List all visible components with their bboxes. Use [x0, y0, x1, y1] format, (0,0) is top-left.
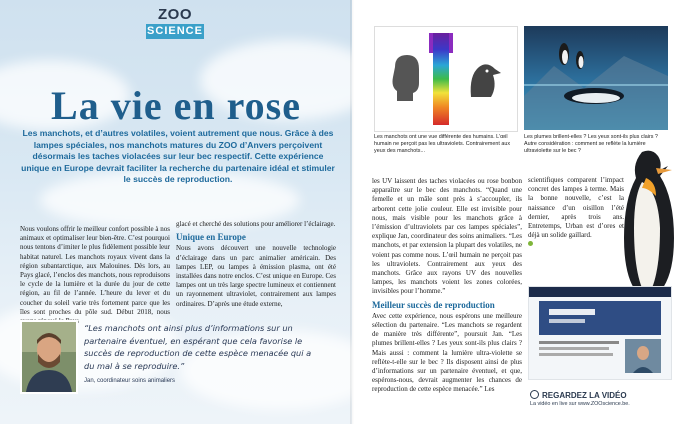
penguins-photo	[524, 26, 668, 130]
quote-author-photo	[20, 320, 78, 394]
subhead-unique-en-europe: Unique en Europe	[176, 232, 246, 243]
king-penguin-cutout	[612, 148, 686, 298]
king-penguin-icon	[612, 148, 686, 298]
body-column-1	[20, 225, 170, 326]
body-paragraph: glacé et cherché des solutions pour améliorer l’éclairage.	[176, 220, 336, 228]
uv-spectrum-illustration	[374, 26, 518, 132]
person-portrait-icon	[22, 322, 76, 392]
zoo-science-logo	[146, 6, 204, 42]
figure-caption-2: Les plumes brillent-elles ? Les yeux sont-ils plus clairs ? Autre considération : comment se reflète la lumière ultraviolette sur le bec ?	[524, 134, 658, 154]
page-gutter	[350, 0, 354, 424]
penguins-swimming-icon	[524, 26, 668, 130]
video-screenshot[interactable]	[528, 286, 672, 380]
play-circle-icon	[530, 390, 539, 399]
body-paragraph: les UV laissent des taches violacées ou rose bonbon apparaître sur le bec des manchots. “Quand une femelle et un mâle sont près à s’accoupler, ils arborent cette jolie couleur. Elle est invisible pour nous, mais visible pour les manchots grâce à l’émission d’ultraviolets par ces lampes spéciales”, explique Jan, coordinateur des soins animaliers. “Les manchots, et par extension la plupart des volatiles, ne voient pas comme nous. L’œil humain ne perçoit pas les ultraviolets. Contrairement aux yeux des manchots. Grâce aux rayons UV des nouvelles lampes, les manchots voient les zones colorées, invisibles pour l’homme.”	[372, 177, 522, 296]
body-paragraph: Avec cette expérience, nous espérons une meilleure sélection du partenaire. “Les manchots se regardent de manière très différente”, poursuit Jan. “Les plumes brillent-elles ? Les yeux sont-ils plus clairs ? Mais aussi : comment la lumière ultra-violette se reflète-t-elle sur le bec ? Ils disposent ainsi de plus d’informations sur un partenaire éventuel, et que, espérons-nous, devrait augmenter les chances de reproduction de cette espèce menacée.” Les	[372, 311, 522, 394]
logo-line2: SCIENCE	[147, 25, 203, 37]
body-paragraph: Nous avons découvert une nouvelle technologie d’éclairage dans un parc animalier américain. Des lampes LEP, ou lampes à émission plasma, ont été installées dans notre enclos. C’est unique en Europe. Ces lampes ont un très large spectre lumineux et contiennent un rayonnement ultraviolet, contrairement aux lampes ordinaires. D’après une étude externe,	[176, 244, 336, 308]
body-paragraph: scientifiques comparent l’impact concret des lampes à terme. Mais la bonne nouvelle, c’est la naissance d’un oisillon l’été dernier, après trois ans. Entretemps, Urban est d’ores et déjà un solide gaillard.	[528, 176, 624, 240]
article-headline: La vie en rose	[51, 83, 301, 128]
body-column-3	[372, 177, 522, 395]
pull-quote: “Les manchots ont ainsi plus d’informations sur un partenaire éventuel, en espérant que cela favorise le succès de reproduction de cette espèce menacée qui a du mal à se reproduire.”	[84, 323, 312, 371]
video-link-label: REGARDEZ LA VIDÉO	[542, 391, 627, 400]
quote-author: Jan, coordinateur soins animaliers	[84, 378, 176, 384]
article-lead: Les manchots, et d’autres volatiles, voient autrement que nous. Grâce à des lampes spéciales, nos manchots matures du ZOO d’Anvers perçoivent désormais les taches violacées sur leur bec respectif. Cette expérience unique en Europe devrait faciliter la recherche du partenaire idéal et stimuler le succès de reproduction.	[21, 128, 335, 185]
body-paragraph: Nous voulons offrir le meilleur confort possible à nos animaux et optimaliser leur bien-être. C’est pourquoi nous tentons d’imiter le plus fidèlement possible leur habitat naturel. Les manchots royaux vivent dans la région subantarctique, aux Malouines. Dès lors, au Pays glacé, l’enclos des manchots, nous reproduisons le cycle de la lumière et la durée du jour de cette région, au fil de l’année. L’heure du lever et du coucher du soleil varie très fortement parce que les îles sont proches du pôle sud. Début 2018, nous	[20, 225, 170, 316]
video-url[interactable]: La vidéo en live sur www.ZOOscience.be.	[530, 401, 630, 407]
video-link[interactable]	[530, 390, 680, 400]
figure-caption-1: Les manchots ont une vue différente des humains. L’œil humain ne perçoit pas les ultraviolets. Contrairement aux yeux des manchots...	[374, 134, 511, 154]
subhead-meilleur-succes: Meilleur succès de reproduction	[372, 299, 495, 310]
logo-line1: ZOO	[158, 6, 192, 23]
body-column-2	[176, 220, 336, 309]
website-screenshot-icon	[529, 287, 671, 379]
end-mark-icon	[528, 241, 533, 246]
body-column-4	[528, 176, 624, 250]
spectrum-heads-icon	[375, 27, 517, 131]
